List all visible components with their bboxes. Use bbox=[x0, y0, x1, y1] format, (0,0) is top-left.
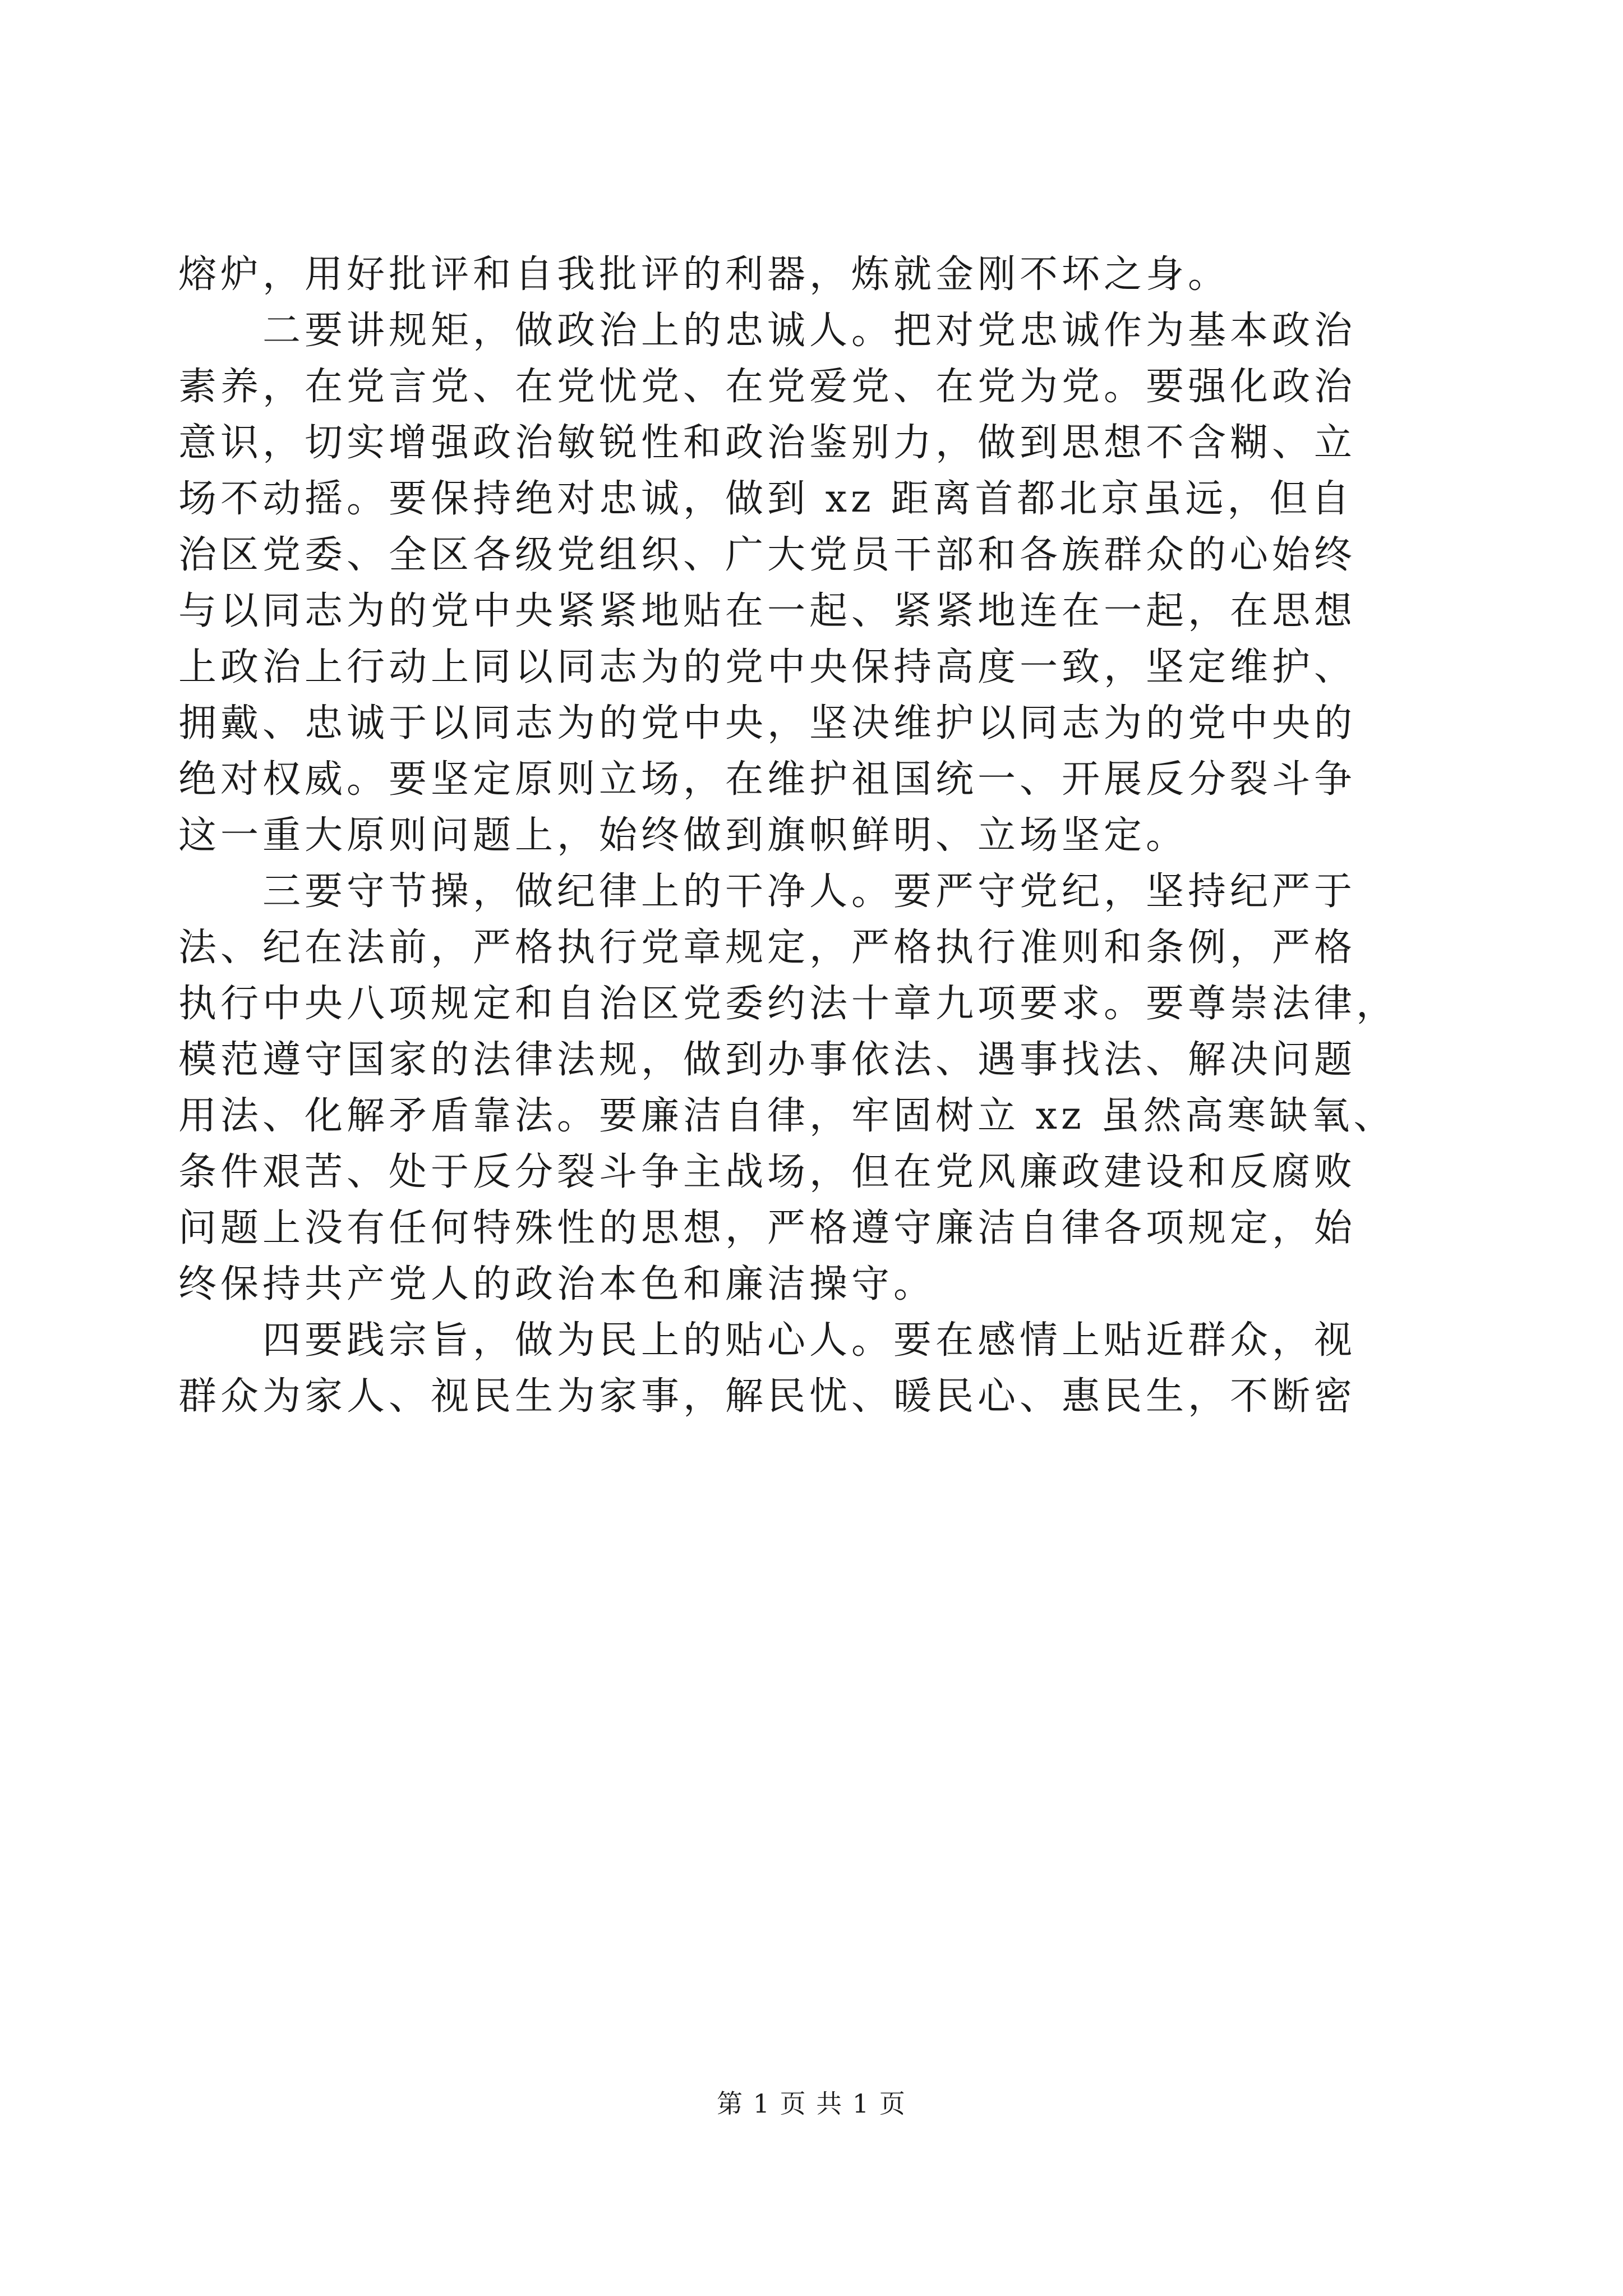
text-line: 绝对权威。要坚定原则立场，在维护祖国统一、开展反分裂斗争 bbox=[178, 757, 1357, 802]
paragraph-start-line: 三要守节操，做纪律上的干净人。要严守党纪，坚持纪严于 bbox=[262, 869, 1357, 914]
text-line: 场不动摇。要保持绝对忠诚，做到 xz 距离首都北京虽远，但自 bbox=[178, 477, 1354, 521]
text-line: 问题上没有任何特殊性的思想，严格遵守廉洁自律各项规定，始 bbox=[178, 1206, 1357, 1250]
page-number-footer: 第 1 页 共 1 页 bbox=[717, 2088, 906, 2119]
text-line: 执行中央八项规定和自治区党委约法十章九项要求。要尊崇法律， bbox=[178, 982, 1399, 1026]
text-line: 用法、化解矛盾靠法。要廉洁自律，牢固树立 xz 虽然高寒缺氧、 bbox=[178, 1094, 1396, 1138]
text-line: 意识，切实增强政治敏锐性和政治鉴别力，做到思想不含糊、立 bbox=[178, 421, 1357, 465]
text-line: 终保持共产党人的政治本色和廉洁操守。 bbox=[178, 1262, 936, 1306]
text-line: 素养，在党言党、在党忧党、在党爱党、在党为党。要强化政治 bbox=[178, 365, 1357, 409]
text-line: 条件艰苦、处于反分裂斗争主战场，但在党风廉政建设和反腐败 bbox=[178, 1150, 1357, 1194]
text-line: 拥戴、忠诚于以同志为的党中央，坚决维护以同志为的党中央的 bbox=[178, 701, 1357, 746]
document-body bbox=[178, 247, 1419, 1425]
text-line: 模范遵守国家的法律法规，做到办事依法、遇事找法、解决问题 bbox=[178, 1038, 1357, 1082]
text-line: 这一重大原则问题上，始终做到旗帜鲜明、立场坚定。 bbox=[178, 813, 1188, 858]
text-line: 法、纪在法前，严格执行党章规定，严格执行准则和条例，严格 bbox=[178, 926, 1357, 970]
text-line: 与以同志为的党中央紧紧地贴在一起、紧紧地连在一起，在思想 bbox=[178, 589, 1357, 633]
text-line: 治区党委、全区各级党组织、广大党员干部和各族群众的心始终 bbox=[178, 533, 1357, 577]
text-line: 上政治上行动上同以同志为的党中央保持高度一致，坚定维护、 bbox=[178, 645, 1357, 689]
paragraph-start-line: 四要践宗旨，做为民上的贴心人。要在感情上贴近群众，视 bbox=[262, 1318, 1357, 1363]
text-line: 群众为家人、视民生为家事，解民忧、暖民心、惠民生，不断密 bbox=[178, 1374, 1357, 1419]
text-line: 熔炉，用好批评和自我批评的利器，炼就金刚不坏之身。 bbox=[178, 252, 1230, 297]
paragraph-start-line: 二要讲规矩，做政治上的忠诚人。把对党忠诚作为基本政治 bbox=[262, 309, 1357, 353]
